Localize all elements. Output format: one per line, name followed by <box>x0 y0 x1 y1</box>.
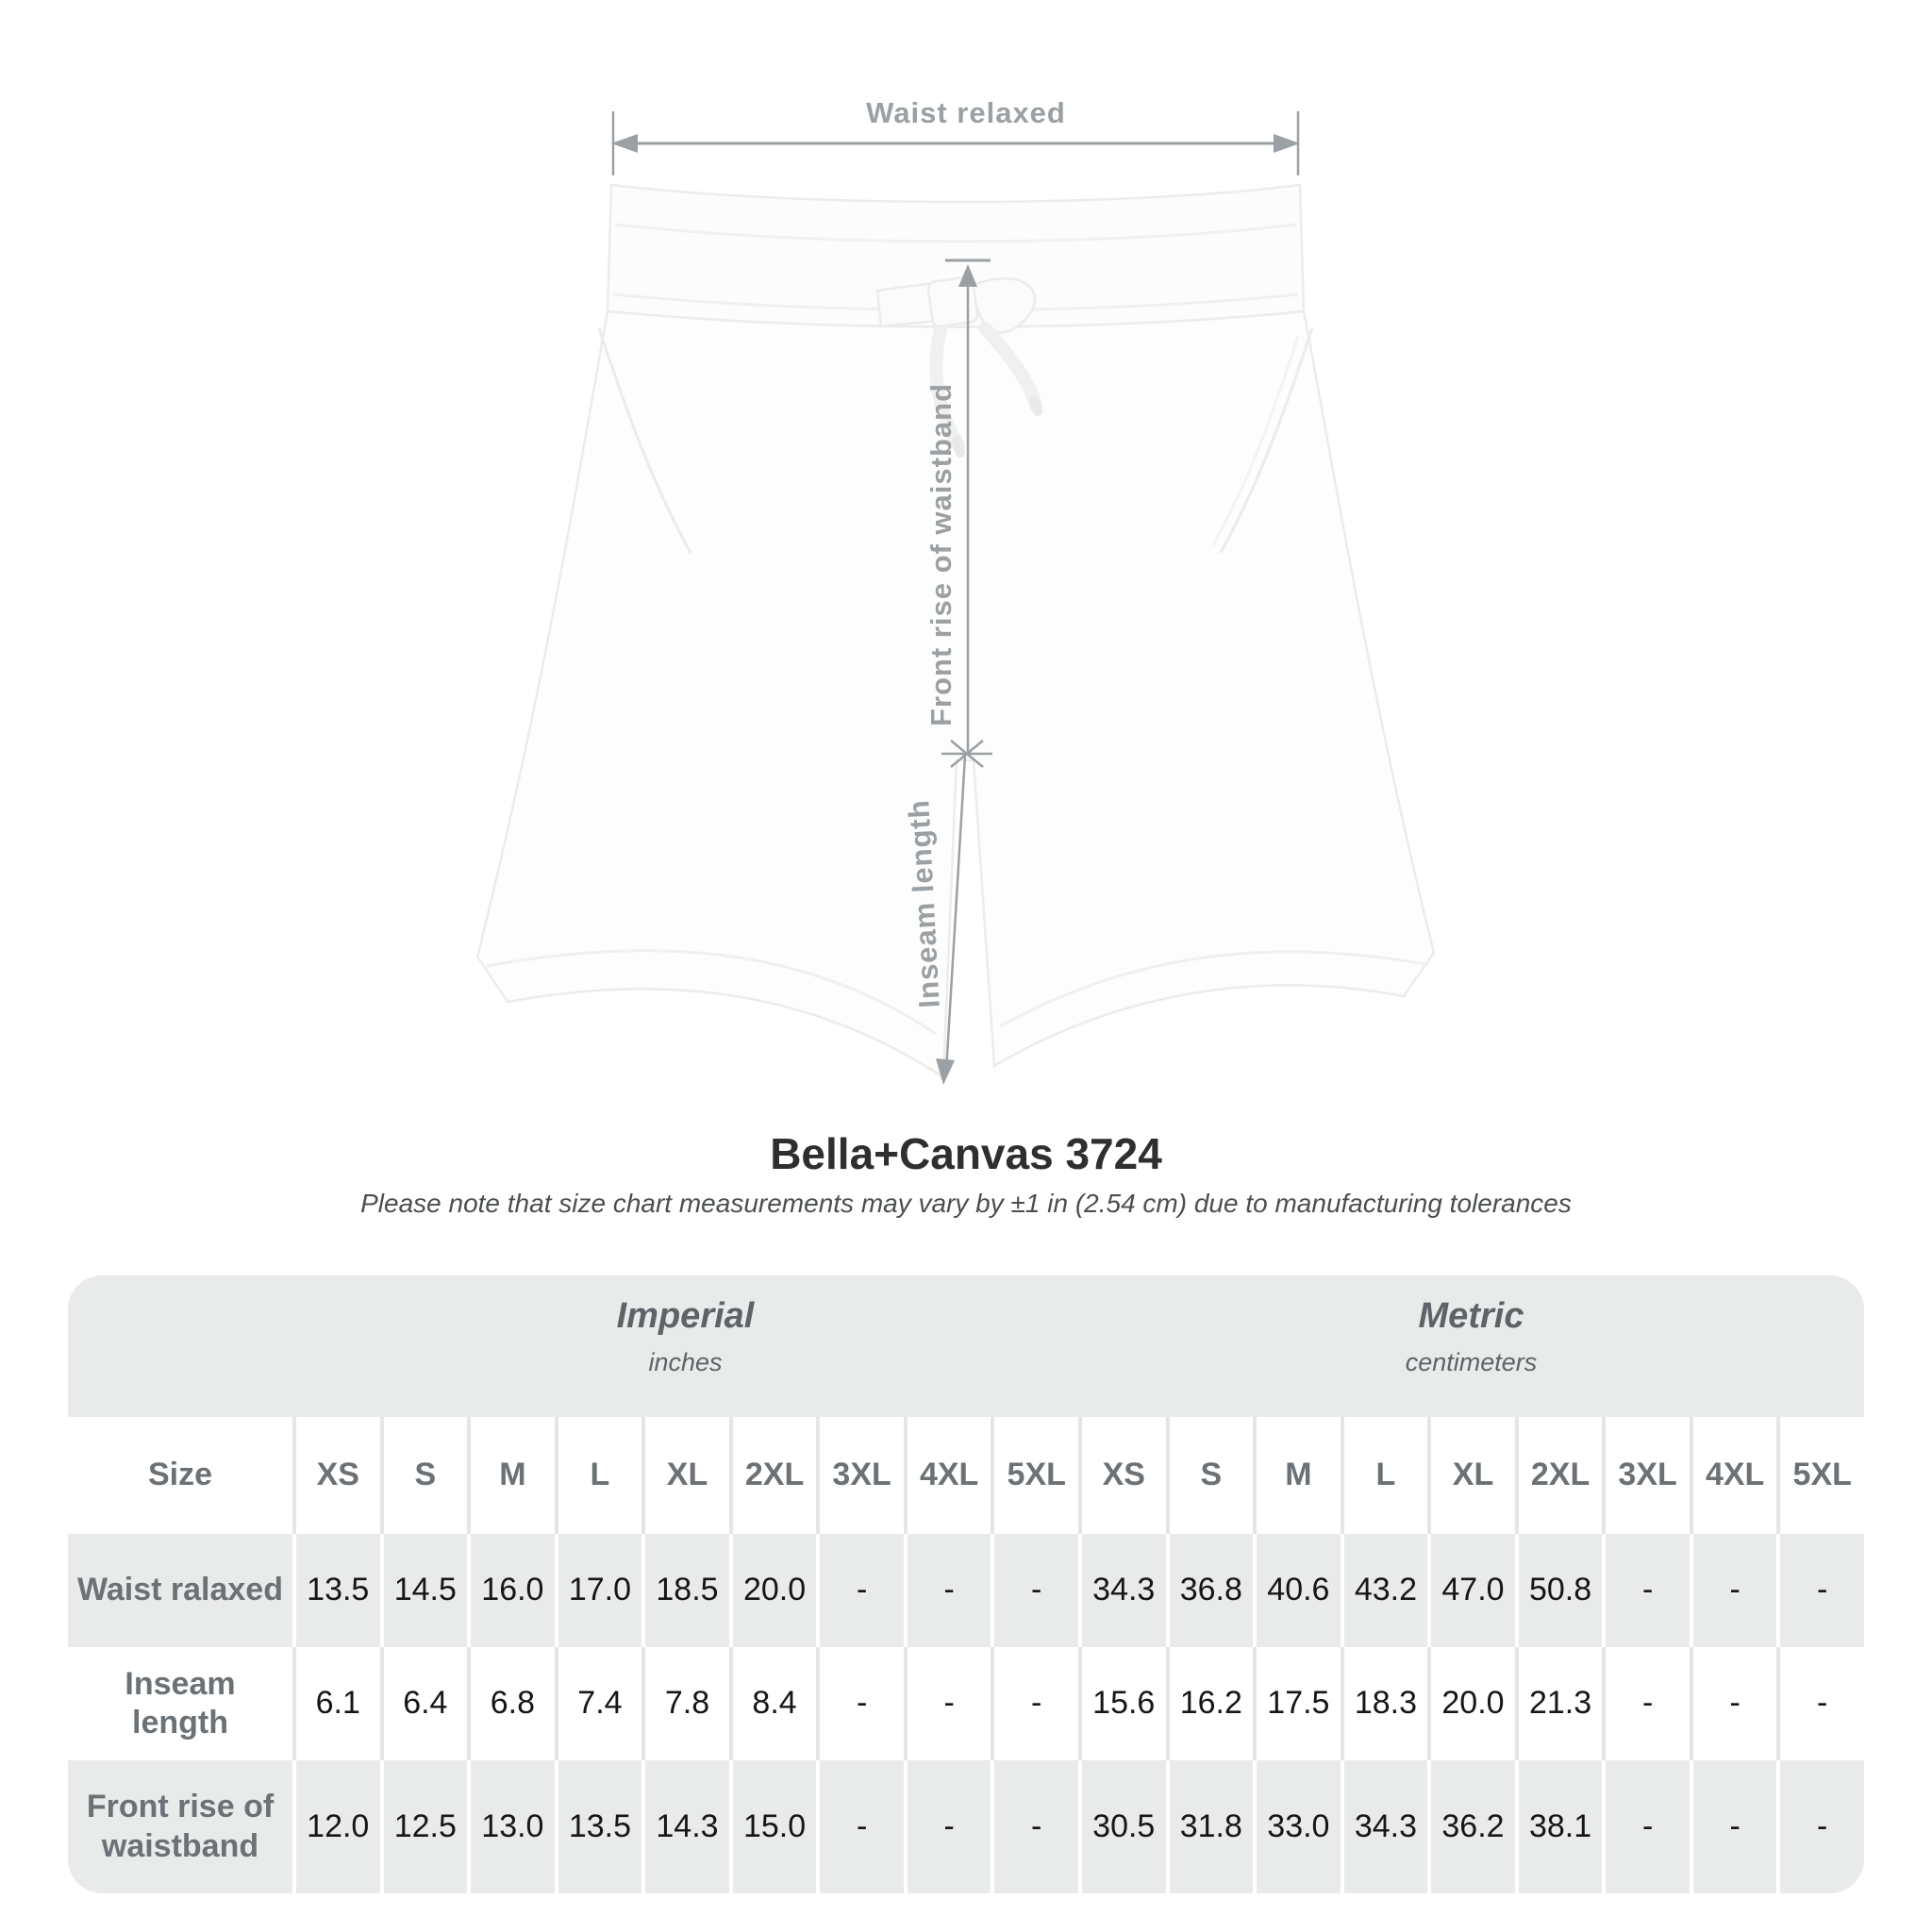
size-row <box>68 1417 1864 1534</box>
row-label: Front rise of waistband <box>86 1789 275 1864</box>
value-cell: 20.0 <box>1427 1647 1515 1760</box>
size-header-cell: 5XL <box>991 1417 1078 1534</box>
row-label: Inseam length <box>125 1665 236 1740</box>
size-chart-table <box>68 1275 1864 1893</box>
size-header-cell: XS <box>1078 1417 1166 1534</box>
value-cell: 16.2 <box>1166 1647 1254 1760</box>
size-header-cell: S <box>1166 1417 1254 1534</box>
value-cell: 13.5 <box>292 1534 380 1647</box>
size-header-cell: 5XL <box>1776 1417 1864 1534</box>
imperial-unit: inches <box>648 1348 723 1376</box>
size-header-cell: XL <box>641 1417 729 1534</box>
value-cell: 16.0 <box>467 1534 555 1647</box>
page-title: Bella+Canvas 3724 <box>770 1129 1162 1178</box>
value-cell: - <box>904 1760 991 1893</box>
value-cell: 12.0 <box>292 1760 380 1893</box>
metric-unit: centimeters <box>1405 1348 1538 1376</box>
size-header-cell: XL <box>1427 1417 1515 1534</box>
value-cell: - <box>904 1647 991 1760</box>
value-cell: 38.1 <box>1515 1760 1603 1893</box>
value-cell: - <box>1776 1534 1864 1647</box>
value-cell: 34.3 <box>1341 1760 1428 1893</box>
value-cell: 13.0 <box>467 1760 555 1893</box>
value-cell: - <box>991 1647 1078 1760</box>
value-cell: 15.0 <box>729 1760 817 1893</box>
imperial-title: Imperial <box>616 1296 755 1336</box>
value-cell: 6.1 <box>292 1647 380 1760</box>
value-cell: - <box>904 1534 991 1647</box>
value-cell: - <box>991 1534 1078 1647</box>
size-header-cell: M <box>467 1417 555 1534</box>
value-cell: 17.5 <box>1253 1647 1341 1760</box>
row-label: Waist ralaxed <box>77 1572 283 1608</box>
value-cell: 40.6 <box>1253 1534 1341 1647</box>
size-header-cell: M <box>1253 1417 1341 1534</box>
value-cell: 36.8 <box>1166 1534 1254 1647</box>
measurement-row <box>68 1760 1864 1893</box>
size-header-cell: 2XL <box>1515 1417 1603 1534</box>
value-cell: 12.5 <box>380 1760 468 1893</box>
size-header-cell: 3XL <box>1602 1417 1690 1534</box>
value-cell: 50.8 <box>1515 1534 1603 1647</box>
imperial-header <box>292 1296 1078 1377</box>
value-cell: 20.0 <box>729 1534 817 1647</box>
value-cell: 47.0 <box>1427 1534 1515 1647</box>
size-column-header: Size <box>147 1457 213 1493</box>
value-cell: - <box>1690 1760 1777 1893</box>
value-cell: 15.6 <box>1078 1647 1166 1760</box>
size-header-cell: S <box>380 1417 468 1534</box>
value-cell: 7.8 <box>641 1647 729 1760</box>
size-header-cell: 2XL <box>729 1417 817 1534</box>
size-header-cell: 4XL <box>1690 1417 1777 1534</box>
units-header-band <box>68 1275 1864 1417</box>
waist-relaxed-dimension-label: Waist relaxed <box>866 96 1066 129</box>
value-cell: 17.0 <box>555 1534 642 1647</box>
metric-title: Metric <box>1418 1296 1524 1336</box>
size-header-cell: L <box>1341 1417 1428 1534</box>
value-cell: 6.4 <box>380 1647 468 1760</box>
size-header-cell: L <box>555 1417 642 1534</box>
value-cell: 21.3 <box>1515 1647 1603 1760</box>
value-cell: - <box>1602 1647 1690 1760</box>
value-cell: 18.3 <box>1341 1647 1428 1760</box>
value-cell: 34.3 <box>1078 1534 1166 1647</box>
size-header-cell: XS <box>292 1417 380 1534</box>
value-cell: 31.8 <box>1166 1760 1254 1893</box>
value-cell: 18.5 <box>641 1534 729 1647</box>
value-cell: 14.5 <box>380 1534 468 1647</box>
value-cell: - <box>1776 1760 1864 1893</box>
measurement-row <box>68 1534 1864 1647</box>
value-cell: 14.3 <box>641 1760 729 1893</box>
value-cell: - <box>1776 1647 1864 1760</box>
value-cell: - <box>991 1760 1078 1893</box>
value-cell: - <box>816 1534 904 1647</box>
front-rise-dimension-label: Front rise of waistband <box>924 382 958 727</box>
value-cell: - <box>1690 1647 1777 1760</box>
value-cell: 33.0 <box>1253 1760 1341 1893</box>
tolerance-note: Please note that size chart measurements may vary by ±1 in (2.54 cm) due to manufacturing tolerances <box>360 1189 1572 1218</box>
value-cell: 7.4 <box>555 1647 642 1760</box>
value-cell: 8.4 <box>729 1647 817 1760</box>
value-cell: 13.5 <box>555 1760 642 1893</box>
value-cell: - <box>816 1647 904 1760</box>
value-cell: 43.2 <box>1341 1534 1428 1647</box>
size-header-cell: 4XL <box>904 1417 991 1534</box>
value-cell: - <box>1602 1534 1690 1647</box>
value-cell: - <box>1602 1760 1690 1893</box>
measurement-row <box>68 1647 1864 1760</box>
inseam-dimension-label: Inseam length <box>902 798 946 1009</box>
size-header-cell: 3XL <box>816 1417 904 1534</box>
value-cell: 30.5 <box>1078 1760 1166 1893</box>
value-cell: - <box>816 1760 904 1893</box>
metric-header <box>1078 1296 1864 1377</box>
value-cell: 6.8 <box>467 1647 555 1760</box>
value-cell: - <box>1690 1534 1777 1647</box>
value-cell: 36.2 <box>1427 1760 1515 1893</box>
